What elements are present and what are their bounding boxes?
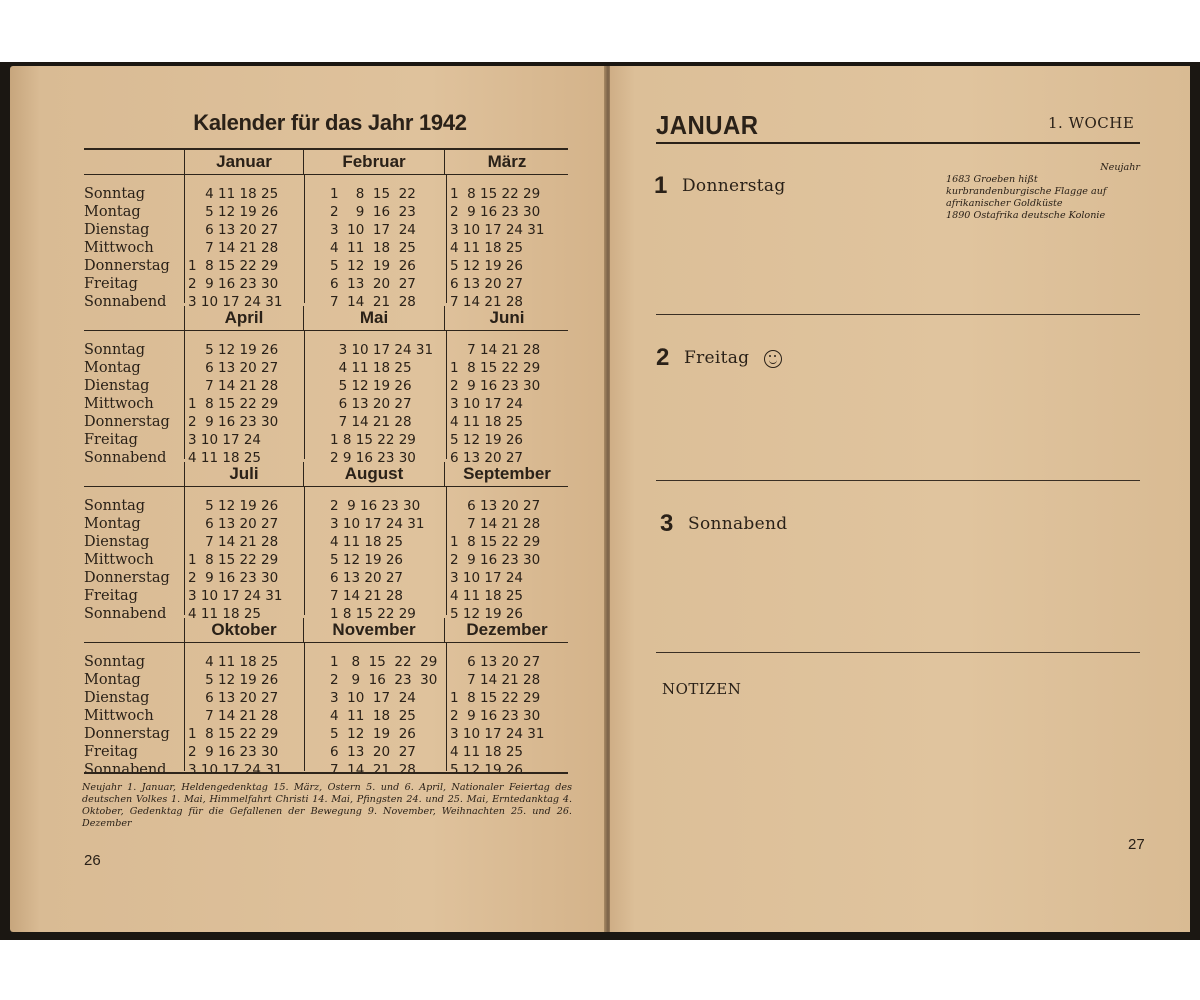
date-cell: 2 9 16 23 30 — [188, 276, 279, 292]
date-cell: 5 12 19 26 — [450, 258, 523, 274]
entry-divider-2 — [656, 480, 1140, 481]
weekday-row — [84, 569, 568, 587]
date-cell: 4 11 18 25 — [450, 414, 523, 430]
weekday-label: Donnerstag — [84, 570, 170, 586]
weekday-label: Dienstag — [84, 534, 150, 550]
weekday-label: Freitag — [84, 432, 138, 448]
weekday-row — [84, 431, 568, 449]
date-cell: 2 9 16 23 — [330, 204, 416, 220]
date-cell: 3 10 17 24 — [450, 570, 523, 586]
date-cell: 7 14 21 28 — [450, 516, 541, 532]
date-cell: 3 10 17 24 — [188, 432, 261, 448]
month-name: November — [304, 618, 445, 642]
weekday-row — [84, 239, 568, 257]
month-header-row — [84, 306, 568, 331]
month-name: Februar — [304, 150, 445, 174]
weekday-row — [84, 587, 568, 605]
date-cell: 7 14 21 28 — [450, 294, 523, 310]
header-rule — [656, 142, 1140, 144]
weekday-row — [84, 743, 568, 761]
date-cell: 3 10 17 24 — [450, 396, 523, 412]
notes-heading: NOTIZEN — [662, 680, 742, 698]
weekday-row — [84, 377, 568, 395]
weekday-label: Sonntag — [84, 654, 146, 670]
quarter-block — [84, 150, 568, 310]
weekday-label: Montag — [84, 360, 141, 376]
date-cell: 7 14 21 28 — [330, 588, 403, 604]
date-cell: 5 12 19 26 — [330, 552, 403, 568]
weekday-row — [84, 497, 568, 515]
weekday-row — [84, 395, 568, 413]
date-cell: 7 14 21 28 — [188, 378, 279, 394]
weekday-label: Montag — [84, 204, 141, 220]
date-cell: 4 11 18 25 — [450, 744, 523, 760]
date-cell: 2 9 16 23 30 — [450, 204, 541, 220]
weekday-label: Montag — [84, 516, 141, 532]
month-name: August — [304, 462, 445, 486]
date-cell: 3 10 17 24 31 — [330, 516, 425, 532]
date-cell: 4 11 18 25 — [188, 606, 261, 622]
weekday-row — [84, 185, 568, 203]
weekday-row — [84, 341, 568, 359]
weekday-label: Freitag — [84, 588, 138, 604]
date-cell: 6 13 20 27 — [188, 690, 279, 706]
left-page — [10, 66, 608, 932]
weekday-label: Sonnabend — [84, 450, 167, 466]
date-cell: 6 13 20 27 — [330, 396, 412, 412]
history-note-2: 1890 Ostafrika deutsche Kolonie — [946, 210, 1106, 221]
weekday-label: Mittwoch — [84, 396, 154, 412]
weekday-row — [84, 725, 568, 743]
date-cell: 2 9 16 23 30 — [188, 570, 279, 586]
date-cell: 6 13 20 27 — [450, 654, 541, 670]
date-cell: 7 14 21 28 — [450, 672, 541, 688]
weekday-label: Freitag — [84, 744, 138, 760]
month-header-row — [84, 462, 568, 487]
date-cell: 3 10 17 24 — [330, 690, 416, 706]
weekday-row — [84, 413, 568, 431]
date-cell: 3 10 17 24 31 — [450, 726, 545, 742]
page-number-left: 26 — [84, 852, 101, 869]
date-cell: 4 11 18 25 — [450, 588, 523, 604]
date-cell: 1 8 15 22 29 — [188, 726, 279, 742]
date-cell: 2 9 16 23 30 — [330, 672, 438, 688]
date-cell: 4 11 18 25 — [330, 240, 416, 256]
weekday-label: Sonntag — [84, 186, 146, 202]
date-cell: 6 13 20 27 — [450, 450, 523, 466]
weekday-row — [84, 221, 568, 239]
weekday-row — [84, 533, 568, 551]
weekday-row — [84, 653, 568, 671]
month-name: Dezember — [466, 620, 548, 639]
month-name: Januar — [184, 150, 304, 174]
date-cell: 5 12 19 26 — [330, 258, 416, 274]
date-cell: 7 14 21 28 — [330, 762, 416, 778]
entry-number-2: 2 — [656, 344, 670, 371]
weekday-row — [84, 515, 568, 533]
date-cell: 6 13 20 27 — [450, 498, 541, 514]
weekday-label: Montag — [84, 672, 141, 688]
month-name: Oktober — [184, 618, 304, 642]
entry-day-1: Donnerstag — [682, 176, 786, 196]
weekday-label: Donnerstag — [84, 414, 170, 430]
weekday-label: Sonnabend — [84, 762, 167, 778]
date-cell: 1 8 15 22 29 — [450, 186, 541, 202]
smiley-icon — [764, 350, 782, 368]
date-cell: 3 10 17 24 31 — [188, 762, 283, 778]
month-name: Mai — [304, 306, 445, 330]
date-cell: 1 8 15 22 29 — [330, 606, 416, 622]
entry-divider-1 — [656, 314, 1140, 315]
date-cell: 2 9 16 23 30 — [330, 450, 416, 466]
date-cell: 1 8 15 22 29 — [450, 360, 541, 376]
weekday-row — [84, 257, 568, 275]
month-name: September — [463, 464, 551, 483]
open-book — [0, 62, 1200, 940]
date-cell: 1 8 15 22 29 — [330, 432, 416, 448]
date-cell: 6 13 20 27 — [188, 516, 279, 532]
date-cell: 2 9 16 23 30 — [188, 744, 279, 760]
date-cell: 5 12 19 26 — [188, 498, 279, 514]
date-cell: 6 13 20 27 — [450, 276, 523, 292]
date-cell: 6 13 20 27 — [330, 570, 403, 586]
quarter-block — [84, 306, 568, 466]
quarter-block — [84, 462, 568, 622]
weekday-row — [84, 689, 568, 707]
date-cell: 4 11 18 25 — [330, 708, 416, 724]
entry-divider-3 — [656, 652, 1140, 653]
day-rows — [84, 331, 568, 466]
month-title: JANUAR — [656, 110, 759, 140]
bottom-rule — [84, 772, 568, 774]
date-cell: 1 8 15 22 29 — [188, 396, 279, 412]
date-cell: 4 11 18 25 — [330, 534, 403, 550]
date-cell: 3 10 17 24 31 — [188, 294, 283, 310]
holiday-footnote: Neujahr 1. Januar, Heldengedenktag 15. März, Ostern 5. und 6. April, Nationaler Feiertag des deutschen Volkes 1. Mai, Himmelfahrt Christi 14. Mai, Pfingsten 24. und 25. Mai, Erntedanktag 4. Oktober, Gedenktag für die Gefallenen der Bewegung 9. November, Weihnachten 25. und 26. Dezember — [82, 782, 572, 829]
weekday-label: Mittwoch — [84, 708, 154, 724]
right-page — [610, 66, 1190, 932]
month-header-row — [84, 150, 568, 175]
date-cell: 2 9 16 23 30 — [450, 378, 541, 394]
weekday-row — [84, 275, 568, 293]
date-cell: 2 9 16 23 30 — [330, 498, 421, 514]
date-cell: 7 14 21 28 — [330, 414, 412, 430]
date-cell: 7 14 21 28 — [188, 708, 279, 724]
date-cell: 2 9 16 23 30 — [450, 552, 541, 568]
weekday-label: Donnerstag — [84, 258, 170, 274]
entry-day-3: Sonnabend — [688, 514, 788, 534]
month-header-row — [84, 618, 568, 643]
holiday-note: Neujahr — [1100, 162, 1140, 173]
date-cell: 3 10 17 24 — [330, 222, 416, 238]
week-label: 1. WOCHE — [1048, 114, 1135, 132]
weekday-label: Freitag — [84, 276, 138, 292]
weekday-label: Dienstag — [84, 222, 150, 238]
weekday-label: Mittwoch — [84, 240, 154, 256]
weekday-row — [84, 671, 568, 689]
date-cell: 5 12 19 26 — [330, 726, 416, 742]
date-cell: 3 10 17 24 31 — [188, 588, 283, 604]
date-cell: 4 11 18 25 — [188, 450, 261, 466]
date-cell: 7 14 21 28 — [188, 534, 279, 550]
date-cell: 4 11 18 25 — [450, 240, 523, 256]
date-cell: 4 11 18 25 — [188, 654, 279, 670]
quarter-block — [84, 618, 568, 778]
date-cell: 5 12 19 26 — [188, 204, 279, 220]
date-cell: 5 12 19 26 — [188, 672, 279, 688]
date-cell: 1 8 15 22 29 — [188, 552, 279, 568]
date-cell: 2 9 16 23 30 — [188, 414, 279, 430]
date-cell: 7 14 21 28 — [188, 240, 279, 256]
weekday-label: Dienstag — [84, 690, 150, 706]
date-cell: 3 10 17 24 31 — [330, 342, 434, 358]
month-name: Juni — [489, 308, 525, 327]
entry-number-3: 3 — [660, 510, 674, 537]
weekday-row — [84, 707, 568, 725]
day-rows — [84, 175, 568, 310]
date-cell: 5 12 19 26 — [450, 432, 523, 448]
weekday-row — [84, 359, 568, 377]
date-cell: 6 13 20 27 — [330, 276, 416, 292]
date-cell: 7 14 21 28 — [330, 294, 416, 310]
date-cell: 1 8 15 22 29 — [188, 258, 279, 274]
weekday-label: Mittwoch — [84, 552, 154, 568]
date-cell: 5 12 19 26 — [330, 378, 412, 394]
weekday-label: Dienstag — [84, 378, 150, 394]
date-cell: 1 8 15 22 29 — [450, 690, 541, 706]
day-rows — [84, 643, 568, 778]
date-cell: 1 8 15 22 — [330, 186, 416, 202]
month-name: März — [487, 152, 527, 171]
date-cell: 6 13 20 27 — [188, 222, 279, 238]
page-number-right: 27 — [1128, 836, 1145, 853]
weekday-label: Sonntag — [84, 342, 146, 358]
date-cell: 5 12 19 26 — [450, 606, 523, 622]
date-cell: 2 9 16 23 30 — [450, 708, 541, 724]
date-cell: 7 14 21 28 — [450, 342, 541, 358]
date-cell: 4 11 18 25 — [330, 360, 412, 376]
weekday-row — [84, 761, 568, 779]
day-rows — [84, 487, 568, 622]
date-cell: 4 11 18 25 — [188, 186, 279, 202]
date-cell: 5 12 19 26 — [450, 762, 523, 778]
month-name: Juli — [184, 462, 304, 486]
weekday-row — [84, 203, 568, 221]
date-cell: 6 13 20 27 — [188, 360, 279, 376]
weekday-label: Sonntag — [84, 498, 146, 514]
weekday-label: Donnerstag — [84, 726, 170, 742]
day-notes — [946, 162, 1140, 222]
date-cell: 3 10 17 24 31 — [450, 222, 545, 238]
date-cell: 6 13 20 27 — [330, 744, 416, 760]
history-note-1: 1683 Groeben hißt kurbrandenburgische Flagge auf afrikanischer Goldküste — [946, 174, 1107, 209]
entry-day-2: Freitag — [684, 348, 750, 368]
date-cell: 5 12 19 26 — [188, 342, 279, 358]
month-name: April — [184, 306, 304, 330]
weekday-label: Sonnabend — [84, 294, 167, 310]
date-cell: 1 8 15 22 29 — [450, 534, 541, 550]
weekday-label: Sonnabend — [84, 606, 167, 622]
weekday-row — [84, 551, 568, 569]
entry-number-1: 1 — [654, 172, 668, 199]
calendar-title: Kalender für das Jahr 1942 — [193, 110, 467, 135]
date-cell: 1 8 15 22 29 — [330, 654, 438, 670]
